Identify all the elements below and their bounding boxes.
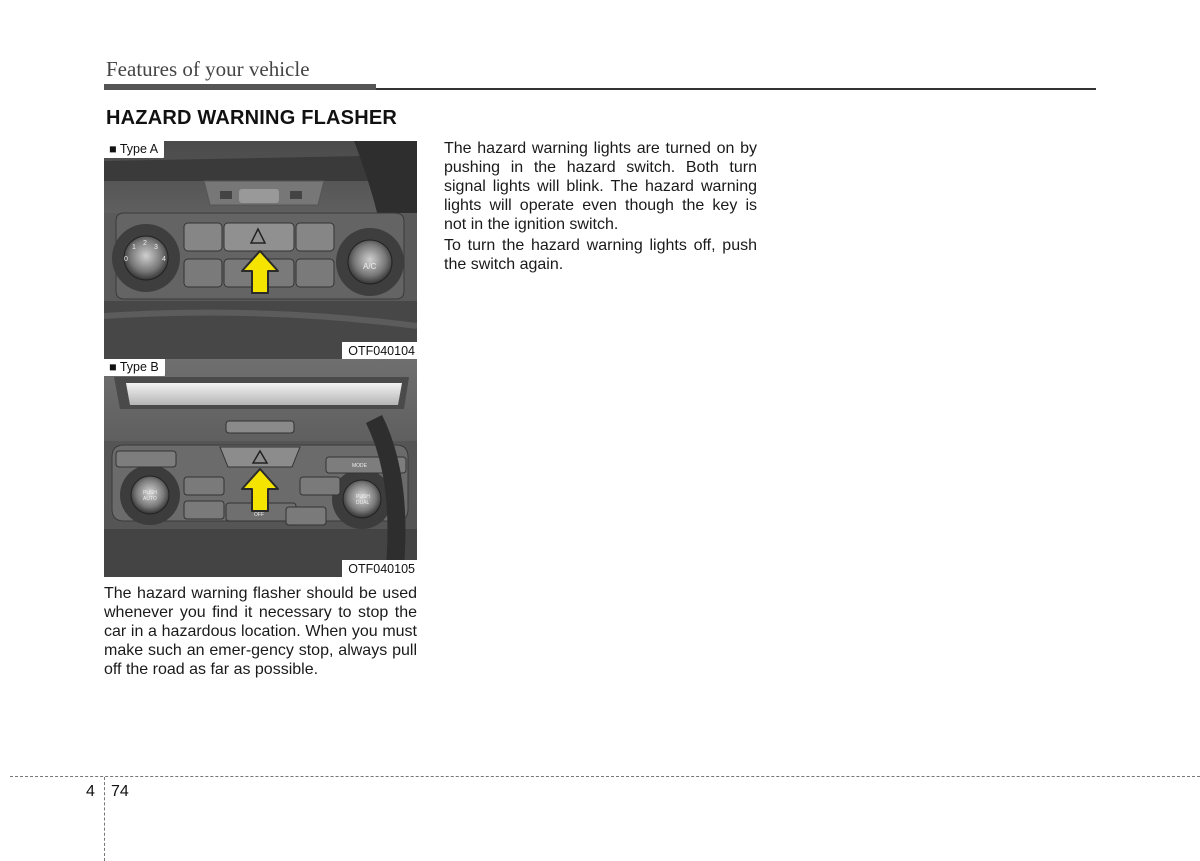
panel-label: PUSH (143, 490, 157, 496)
panel-label: 2 (143, 240, 147, 247)
footer-divider (10, 776, 1200, 777)
figure-type-label (104, 141, 164, 158)
panel-label: OFF (254, 512, 264, 518)
page-number: 74 (111, 783, 129, 800)
square-bullet-icon: ■ (109, 142, 117, 156)
figure-code: OTF040105 (342, 560, 417, 577)
panel-label: 3 (154, 244, 158, 251)
panel-label: A/C (363, 262, 377, 271)
right-body-paragraph-2: To turn the hazard warning lights off, push the switch again. (444, 237, 757, 273)
hazard-panel-type-b-illustration (104, 359, 417, 577)
figure-type-b (104, 359, 417, 577)
header-rule-thick (104, 84, 376, 90)
header-rule-thin (376, 88, 1096, 90)
figure-type-text: Type B (119, 360, 159, 374)
section-heading: HAZARD WARNING FLASHER (106, 107, 398, 129)
left-body-paragraph: The hazard warning flasher should be used whenever you find it necessary to stop the car in a hazardous location. When you must make such an emer-gency stop, always pull off the road as far as possible. (104, 585, 417, 678)
panel-label: AUTO (143, 496, 157, 502)
figure-type-label (104, 359, 165, 376)
footer-vertical-divider (104, 777, 105, 861)
figure-type-text: Type A (119, 142, 159, 156)
hazard-panel-type-a-illustration (104, 141, 417, 359)
panel-label: 1 (132, 244, 136, 251)
panel-label: 0 (124, 256, 128, 263)
panel-label: PUSH (356, 494, 370, 500)
chapter-number: 4 (86, 783, 95, 800)
figure-type-a (104, 141, 417, 359)
panel-label: 4 (162, 256, 166, 263)
panel-label: DUAL (356, 500, 370, 506)
right-body-paragraph-1: The hazard warning lights are turned on by pushing in the hazard switch. Both turn signal lights will blink. The hazard warning lights will operate even though the key is not in the ignition switch. (444, 140, 757, 233)
page-header-title: Features of your vehicle (106, 57, 310, 81)
figure-code: OTF040104 (342, 342, 417, 359)
square-bullet-icon: ■ (109, 360, 117, 374)
panel-label: MODE (352, 463, 367, 469)
